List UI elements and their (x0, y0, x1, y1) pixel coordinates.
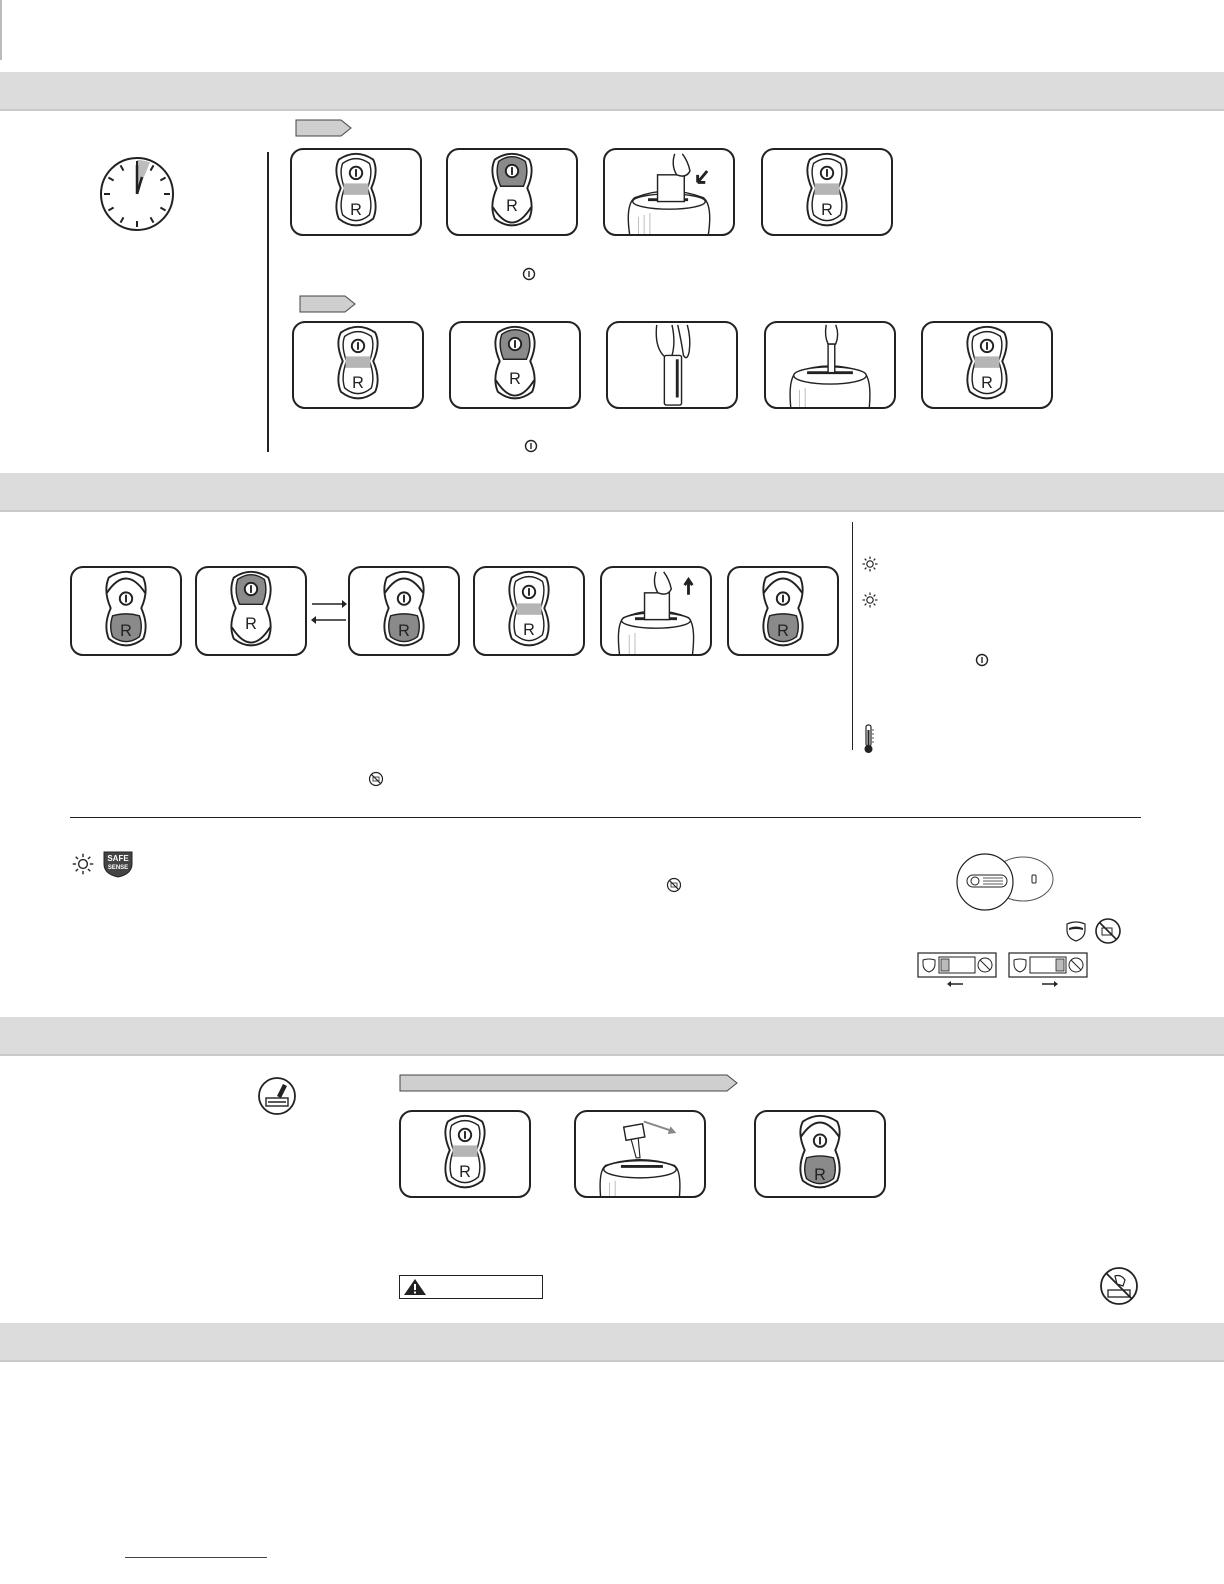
hold-card-panel (606, 321, 738, 409)
feed-card-panel (764, 321, 896, 409)
safesense-slider-off (917, 952, 997, 988)
hand-shield-icon (1065, 920, 1087, 942)
power-icon (522, 267, 536, 281)
safe-sense-icon (102, 850, 134, 878)
step-tag-paper (295, 119, 353, 137)
sun-icon (862, 556, 878, 572)
oiling-step-bar (399, 1074, 739, 1092)
reverse-label: R (459, 1162, 471, 1181)
svg-text:SAFE: SAFE (107, 854, 129, 863)
reverse-label: R (120, 621, 132, 640)
no-aerosol-icon (666, 877, 682, 893)
section-band-bottom (0, 1323, 1224, 1362)
page-edge-mark (0, 0, 2, 60)
power-icon (975, 653, 989, 667)
alternate-arrows-icon (310, 596, 348, 626)
apply-oil-panel (574, 1110, 706, 1198)
switch-panel-reverse (70, 566, 182, 656)
thermometer-icon (862, 724, 876, 754)
safesense-divider (70, 817, 1141, 818)
switch-panel-reverse (754, 1110, 886, 1198)
warning-box (399, 1275, 543, 1299)
footer-link-underline (125, 1557, 267, 1558)
reverse-label: R (821, 200, 833, 219)
sun-icon (862, 592, 878, 608)
warning-triangle-icon (403, 1278, 427, 1296)
section-band-jam (0, 473, 1224, 512)
indicator-divider (852, 522, 853, 750)
reverse-label: R (352, 373, 364, 392)
safesense-switch-detail (955, 851, 1055, 913)
reverse-label: R (506, 197, 518, 216)
no-aerosol-icon (1094, 917, 1122, 945)
switch-panel-auto (473, 566, 585, 656)
reverse-label: R (398, 621, 410, 640)
reverse-label: R (814, 1165, 826, 1184)
remove-paper-panel (600, 566, 712, 656)
oil-bottle-icon (257, 1076, 297, 1116)
reverse-label: R (981, 373, 993, 392)
reverse-label: R (245, 615, 257, 634)
power-icon (524, 439, 538, 453)
feed-paper-panel (603, 148, 735, 236)
switch-panel-on (446, 148, 578, 236)
switch-panel-on (449, 321, 581, 409)
switch-panel-auto (290, 148, 422, 236)
safesense-slider-on (1008, 952, 1088, 988)
switch-panel-auto (292, 321, 424, 409)
reverse-label: R (350, 200, 362, 219)
switch-panel-auto (399, 1110, 531, 1198)
no-aerosol-icon (368, 771, 384, 787)
sun-icon (72, 853, 94, 875)
svg-text:SENSE: SENSE (107, 865, 129, 871)
section-band-shredding (0, 72, 1224, 111)
step-tag-card (299, 295, 357, 313)
reverse-label: R (523, 620, 535, 639)
section-band-oiling (0, 1017, 1224, 1056)
clock-icon (98, 155, 176, 233)
section-divider-vertical (267, 152, 269, 452)
switch-panel-reverse (727, 566, 839, 656)
switch-panel-auto-return (761, 148, 893, 236)
switch-panel-on (195, 566, 307, 656)
reverse-label: R (509, 370, 521, 389)
switch-panel-auto-return (921, 321, 1053, 409)
no-hand-icon (1099, 1266, 1139, 1306)
switch-panel-reverse (348, 566, 460, 656)
reverse-label: R (777, 621, 789, 640)
